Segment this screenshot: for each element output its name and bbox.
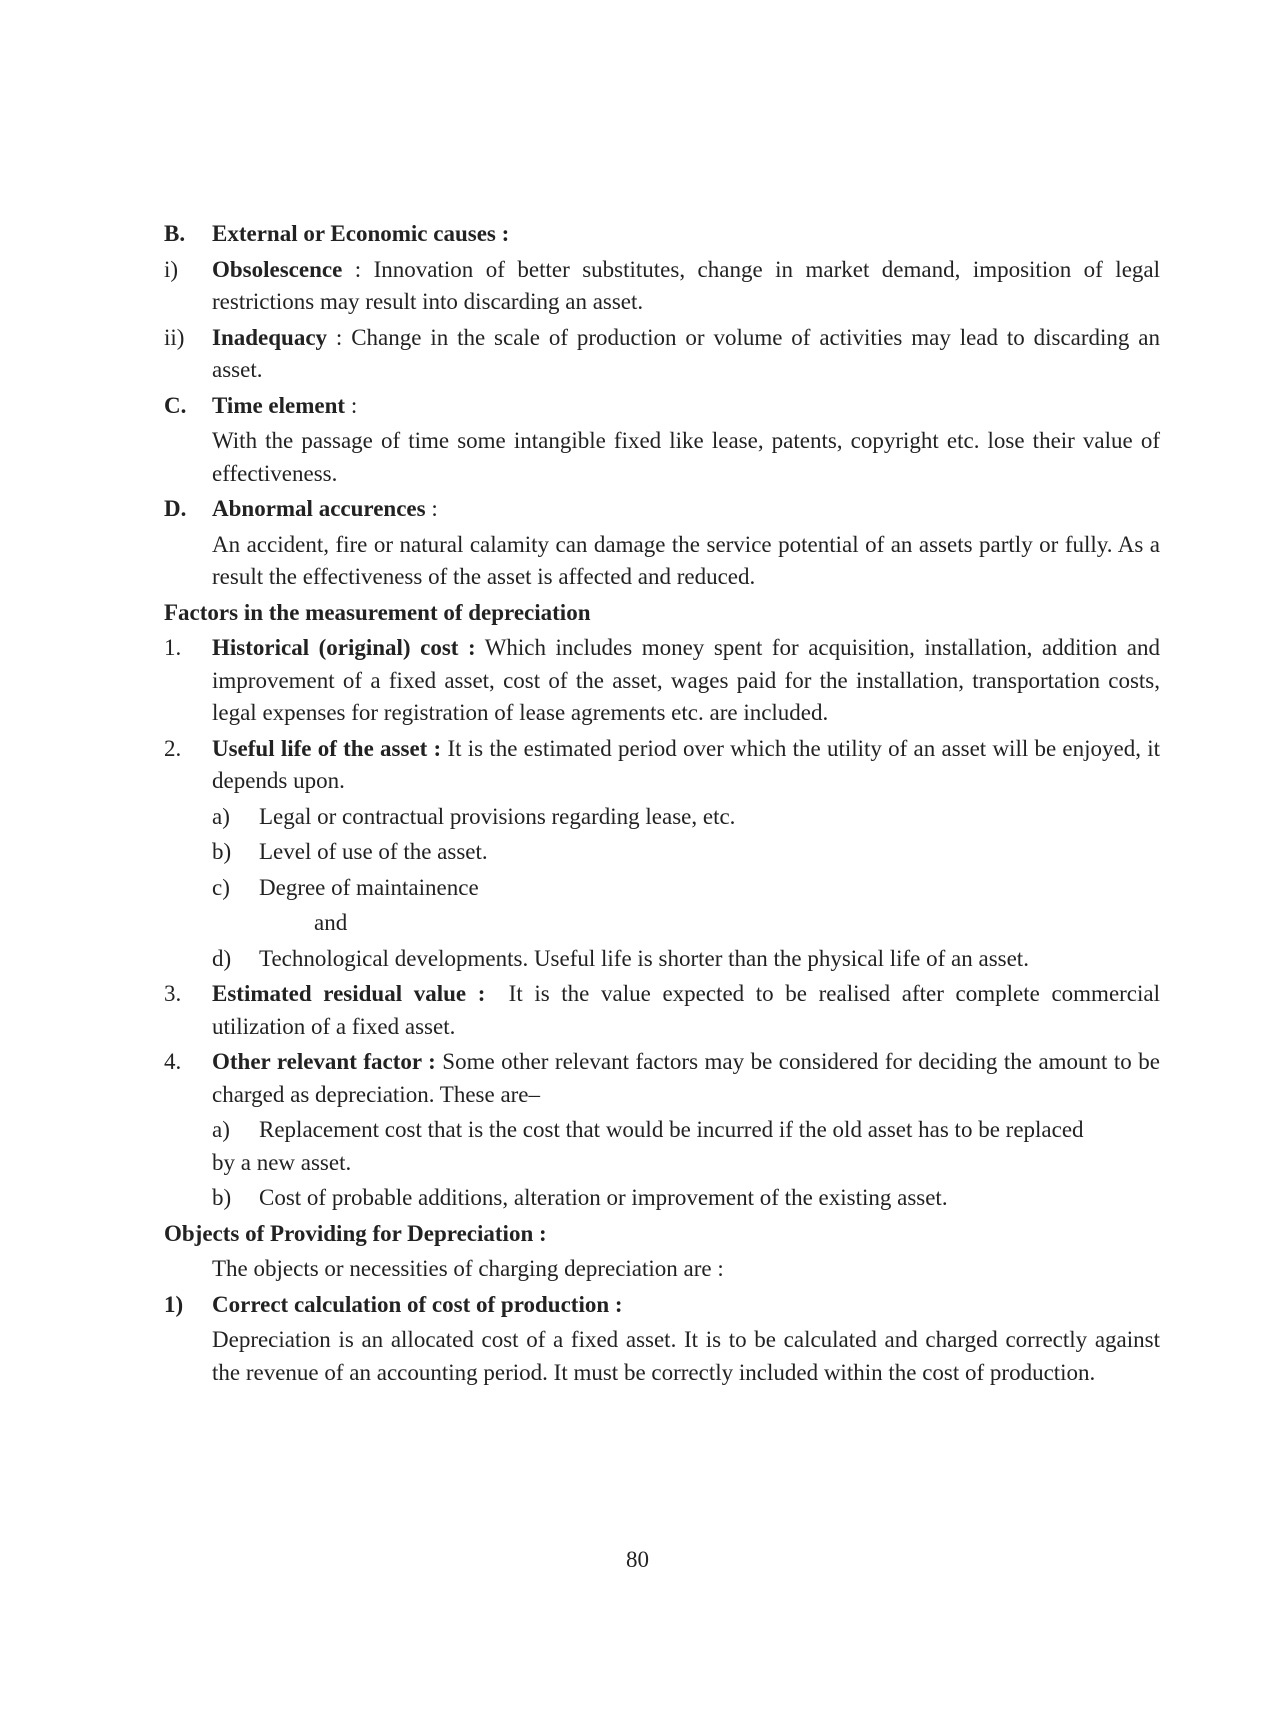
sub-item	[212, 943, 1160, 976]
section-marker: C.	[164, 392, 187, 418]
list-item	[164, 322, 1160, 387]
section-title-line	[212, 390, 1160, 423]
section-title: External or Economic causes :	[212, 221, 510, 246]
page-content	[164, 218, 1166, 1392]
sub-marker: b)	[212, 839, 232, 864]
sub-text	[212, 1114, 1160, 1147]
section-separator: :	[345, 392, 358, 418]
section-b-heading	[164, 218, 1160, 251]
item-body: Innovation of better substitutes, change in market demand, imposition of legal restrictions may result into discarding an asset.	[212, 256, 1160, 314]
sub-text: Degree of maintainence	[259, 874, 479, 900]
item-text	[212, 254, 1160, 319]
item-text	[212, 978, 1166, 1043]
section-marker: D.	[164, 496, 187, 521]
and-connector: and	[314, 910, 348, 935]
objects-heading: Objects of Providing for Depreciation :	[164, 1220, 547, 1246]
factors-heading: Factors in the measurement of depreciation	[164, 599, 591, 625]
item-text	[212, 733, 1160, 798]
item-body: It is the value expected to be realised after complete commercial utilization of a fixed asset.	[212, 981, 1166, 1039]
item-marker: ii)	[164, 324, 185, 350]
sub-text: Cost of probable additions, alteration or improvement of the existing asset.	[259, 1185, 948, 1210]
item-marker: i)	[164, 256, 179, 282]
section-c-text: With the passage of time some intangible fixed like lease, patents, copyright etc. lose their value of effectiveness.	[212, 428, 1160, 486]
useful-life-sublist	[164, 801, 1160, 905]
item-body: Change in the scale of production or volume of activities may lead to discarding an asset.	[212, 324, 1161, 382]
section-title: Time element	[212, 392, 346, 418]
item-term: Historical (original) cost :	[212, 635, 476, 660]
item-marker: 1)	[164, 1291, 184, 1317]
section-title: Abnormal accurences	[212, 496, 426, 521]
item-text	[212, 322, 1160, 387]
other-sublist	[164, 1182, 1160, 1215]
item-term: Obsolescence	[212, 256, 343, 282]
section-d-text: An accident, fire or natural calamity can damage the service potential of an assets partly or fully. As a result the effectiveness of the asset is affected and reduced.	[212, 531, 1160, 589]
item-term: Estimated residual value :	[212, 981, 486, 1006]
list-item	[164, 978, 1166, 1043]
objects-item-heading	[164, 1289, 1160, 1322]
sub-item	[212, 836, 1160, 869]
item-term: Useful life of the asset :	[212, 735, 442, 761]
sub-item	[212, 801, 1160, 834]
item-body: Which includes money spent for acquisition, installation, addition and improvement of a fixed asset, cost of the asset, wages paid for the installation, transportation costs, legal expenses for registration of lease agrements etc. are included.	[212, 635, 1160, 725]
sub-text: Level of use of the asset.	[259, 839, 488, 864]
section-marker: B.	[164, 221, 186, 246]
sub-item	[212, 872, 1160, 905]
list-item	[164, 733, 1160, 798]
list-item	[164, 254, 1160, 319]
section-separator: :	[425, 496, 438, 521]
item-marker: 1.	[164, 635, 182, 660]
item-term: Other relevant factor :	[212, 1049, 436, 1074]
item-title: Correct calculation of cost of production :	[212, 1291, 623, 1317]
item-term: Inadequacy	[212, 324, 328, 350]
item-body: It is the estimated period over which the utility of an asset will be enjoyed, it depends upon.	[212, 735, 1160, 793]
item-text	[212, 632, 1160, 730]
list-item	[164, 1046, 1160, 1111]
objects-intro: The objects or necessities of charging depreciation are :	[212, 1256, 724, 1281]
sub-text-cont: by a new asset.	[212, 1149, 352, 1175]
section-c-heading	[164, 390, 1160, 423]
sub-marker: a)	[212, 803, 230, 829]
sub-marker: a)	[212, 1117, 230, 1142]
objects-item-text: Depreciation is an allocated cost of a fixed asset. It is to be calculated and charged correctly against the revenue of an accounting period. It must be correctly included within the cost of production.	[212, 1327, 1160, 1385]
item-separator: :	[327, 324, 352, 350]
item-text	[212, 1046, 1160, 1111]
item-marker: 3.	[164, 981, 182, 1006]
item-marker: 2.	[164, 735, 182, 761]
sub-marker: b)	[212, 1185, 232, 1210]
sub-text: Technological developments. Useful life is shorter than the physical life of an asset.	[259, 945, 1029, 971]
sub-body: Replacement cost that is the cost that would be incurred if the old asset has to be replaced	[259, 1117, 1084, 1142]
sub-item	[212, 1182, 1160, 1215]
section-title-line	[212, 493, 1160, 526]
item-body: Some other relevant factors may be considered for deciding the amount to be charged as depreciation. These are–	[212, 1049, 1160, 1107]
list-item	[164, 632, 1160, 730]
sub-text: Legal or contractual provisions regarding lease, etc.	[259, 803, 736, 829]
useful-life-sublist-cont	[164, 943, 1160, 976]
item-separator: :	[342, 256, 374, 282]
other-sub-item-a	[164, 1114, 1160, 1179]
sub-marker: c)	[212, 874, 230, 900]
page-number: 80	[626, 1547, 649, 1572]
section-d-heading	[164, 493, 1160, 526]
item-marker: 4.	[164, 1049, 182, 1074]
sub-marker: d)	[212, 945, 232, 971]
